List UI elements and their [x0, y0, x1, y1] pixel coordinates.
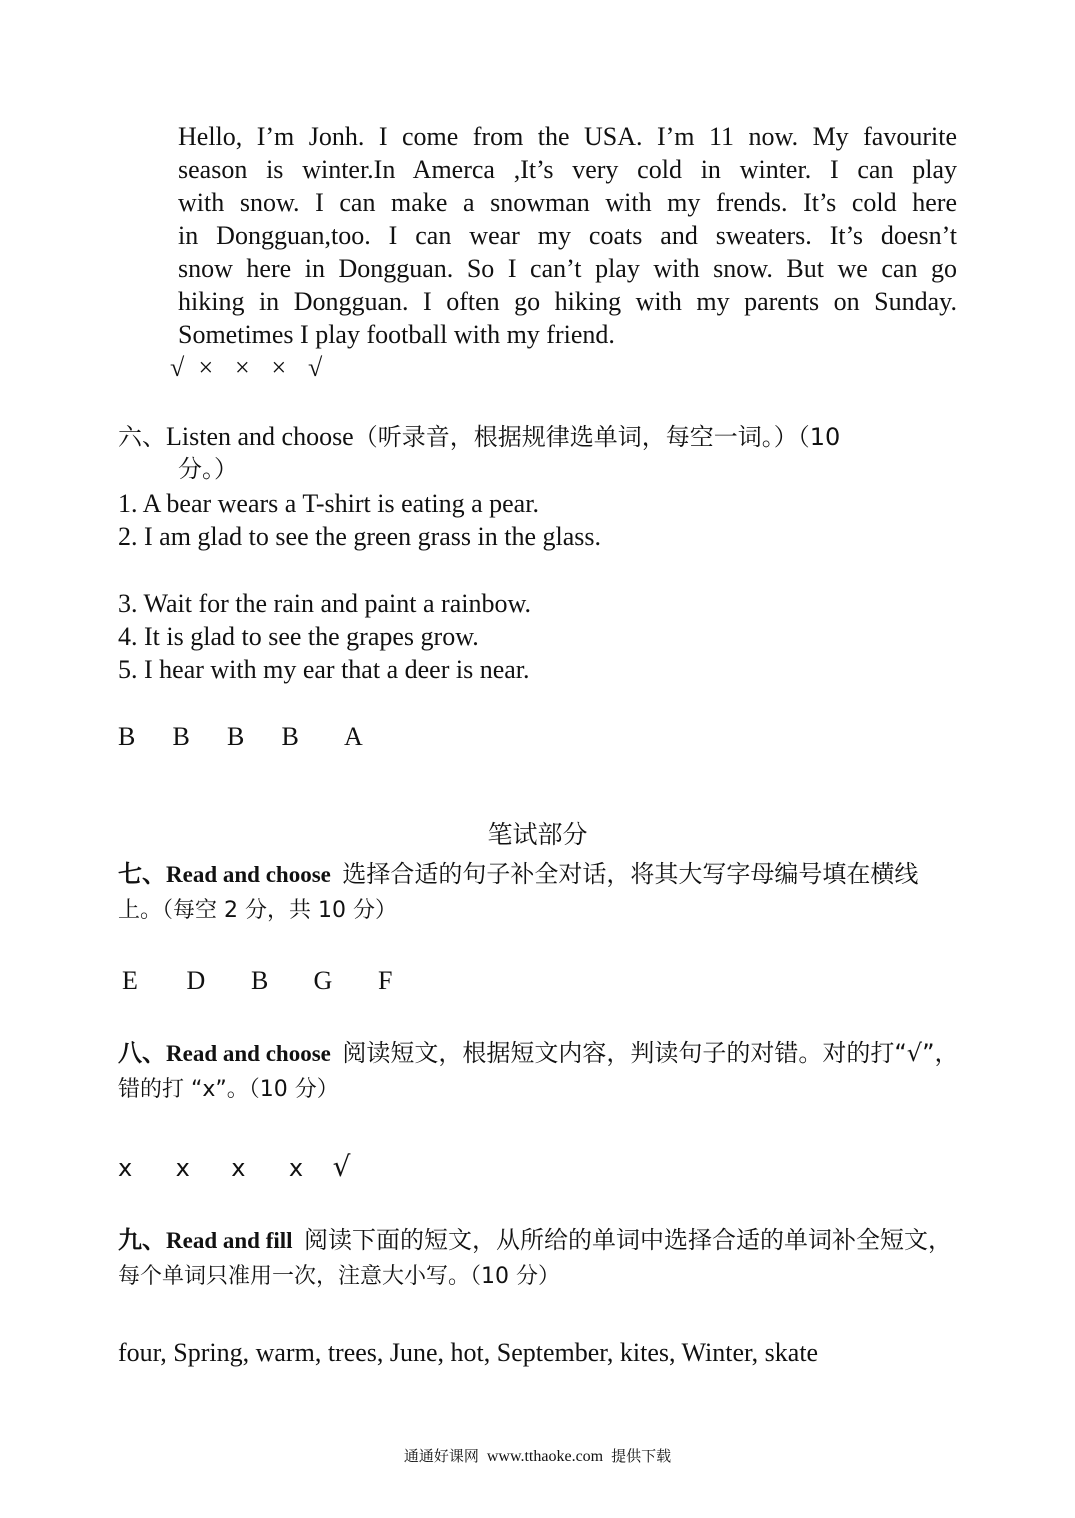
sentence-4: 4. It is glad to see the grapes grow.	[118, 622, 479, 651]
answer-mark: √	[332, 1150, 351, 1183]
footer-site-name: 通通好课网	[403, 1447, 479, 1465]
section-7-instruction-cont: 上。（每空 2 分，共 10 分）	[118, 898, 397, 923]
section-title: Listen and choose	[166, 422, 354, 451]
section-number: 九、	[118, 1226, 166, 1254]
answer-mark: √	[170, 353, 185, 382]
answer-letter: F	[378, 966, 393, 995]
section-6-heading	[118, 420, 840, 454]
passage-line-3: with snow. I can make a snowman with my frends. It’s cold here	[178, 188, 957, 217]
sentence-3: 3. Wait for the rain and paint a rainbow.	[118, 589, 532, 618]
passage-answers	[170, 351, 330, 384]
passage-line-1: Hello, I’m Jonh. I come from the USA. I’m 11 now. My favourite	[178, 122, 957, 151]
answer-letter: E	[122, 966, 138, 995]
answer-mark: x	[175, 1154, 190, 1182]
section-8-heading	[118, 1035, 959, 1072]
section-8-answers	[118, 1150, 363, 1185]
answer-letter: D	[186, 966, 206, 995]
section-6-instruction-cont: 分。）	[178, 455, 238, 483]
section-6-answers	[118, 720, 374, 753]
written-part-heading: 笔试部分	[487, 820, 588, 849]
answer-mark: ×	[271, 353, 287, 382]
passage-line-7: Sometimes I play football with my friend.	[178, 320, 615, 349]
section-instruction: 阅读短文，根据短文内容，判读句子的对错。对的打“√”，	[342, 1039, 959, 1067]
section-8-instruction-cont: 错的打 “x”。（10 分）	[118, 1077, 339, 1102]
answer-letter: B	[281, 722, 299, 751]
section-number: 八、	[118, 1039, 166, 1067]
footer	[0, 1443, 1075, 1470]
section-7-answers	[122, 964, 408, 997]
answer-letter: B	[118, 722, 136, 751]
answer-letter: B	[172, 722, 190, 751]
word-bank: four, Spring, warm, trees, June, hot, September, kites, Winter, skate	[118, 1338, 819, 1367]
answer-letter: G	[313, 966, 333, 995]
answer-letter: A	[344, 722, 363, 751]
section-9-instruction-cont: 每个单词只准用一次，注意大小写。（10 分）	[118, 1264, 560, 1289]
passage-line-4: in Dongguan,too. I can wear my coats and sweaters. It’s doesn’t	[178, 221, 957, 250]
section-7-heading	[118, 856, 918, 893]
answer-mark: x	[288, 1154, 304, 1182]
section-title: Read and choose	[166, 1041, 331, 1066]
answer-letter: B	[227, 722, 245, 751]
footer-suffix: 提供下载	[611, 1447, 672, 1465]
section-instruction: 选择合适的句子补全对话，将其大写字母编号填在横线	[342, 860, 919, 888]
answer-mark: √	[308, 353, 323, 382]
answer-mark: ×	[198, 353, 214, 382]
section-instruction: 阅读下面的短文，从所给的单词中选择合适的单词补全短文，	[304, 1226, 953, 1254]
footer-url: www.tthaoke.com	[486, 1448, 604, 1465]
section-9-heading	[118, 1222, 952, 1259]
section-title: Read and choose	[166, 862, 331, 887]
section-instruction: （听录音，根据规律选单词，每空一词。）（10	[353, 423, 841, 451]
passage-line-5: snow here in Dongguan. So I can’t play with snow. But we can go	[178, 254, 957, 283]
answer-mark: ×	[235, 353, 250, 382]
answer-mark: x	[118, 1154, 133, 1182]
sentence-1: 1. A bear wears a T-shirt is eating a pear.	[118, 489, 539, 518]
sentence-5: 5. I hear with my ear that a deer is near.	[118, 655, 530, 684]
section-number: 六、	[118, 423, 166, 451]
answer-letter: B	[251, 966, 269, 995]
section-title: Read and fill	[166, 1228, 293, 1253]
passage-line-2: season is winter.In Amerca ,It’s very cold in winter. I can play	[178, 155, 957, 184]
answer-mark: x	[231, 1154, 246, 1182]
sentence-2: 2. I am glad to see the green grass in the glass.	[118, 522, 602, 551]
passage-line-6: hiking in Dongguan. I often go hiking with my parents on Sunday.	[178, 287, 957, 316]
section-number: 七、	[118, 860, 166, 888]
